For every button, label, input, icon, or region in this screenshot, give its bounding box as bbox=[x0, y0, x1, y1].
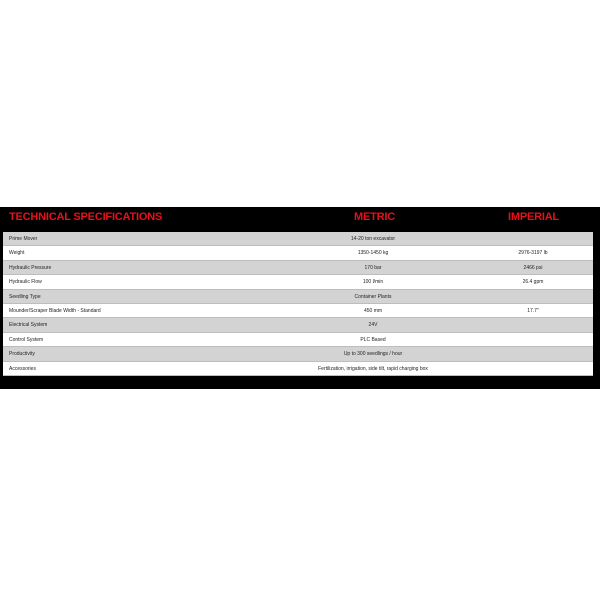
row-label: Prime Mover bbox=[9, 236, 38, 242]
table-row bbox=[3, 261, 593, 275]
spec-table bbox=[3, 232, 593, 376]
row-metric-value: 24V bbox=[368, 322, 378, 329]
row-imperial-value: 2466 psi bbox=[523, 264, 543, 271]
row-imperial-value bbox=[433, 290, 600, 304]
row-imperial-value bbox=[433, 347, 600, 361]
row-label: Accessories bbox=[9, 365, 36, 372]
row-imperial-value: 2976-3197 lb bbox=[518, 250, 548, 257]
spec-title: TECHNICAL SPECIFICATIONS bbox=[9, 211, 163, 223]
table-row bbox=[3, 304, 593, 318]
table-row bbox=[3, 362, 593, 376]
row-label: Seedling Type bbox=[9, 293, 41, 300]
row-imperial-value bbox=[433, 318, 600, 332]
metric-column-heading: METRIC bbox=[354, 211, 395, 223]
row-label: Mounder/Scraper Blade Width - Standard bbox=[9, 307, 101, 314]
row-metric-value: 450 mm bbox=[363, 307, 383, 314]
table-row bbox=[3, 246, 593, 260]
row-label: Hydraulic Flow bbox=[9, 279, 42, 286]
table-row bbox=[3, 275, 593, 289]
row-imperial-value bbox=[433, 232, 600, 246]
row-metric-value: Fertilization, irrigation, side tilt, rapid charging box bbox=[318, 365, 428, 372]
row-imperial-value: 17.7" bbox=[527, 307, 539, 314]
row-metric-value: PLC Based bbox=[360, 336, 386, 343]
row-label: Productivity bbox=[9, 351, 35, 358]
row-metric-value: Container Plants bbox=[354, 293, 392, 300]
row-imperial-value bbox=[433, 362, 600, 376]
table-row bbox=[3, 318, 593, 332]
spec-panel bbox=[0, 207, 600, 389]
row-imperial-value: 26.4 gpm bbox=[522, 279, 544, 286]
row-metric-value: 1350-1450 kg bbox=[357, 250, 389, 257]
table-row bbox=[3, 232, 593, 246]
imperial-column-heading: IMPERIAL bbox=[508, 211, 559, 223]
row-imperial-value bbox=[433, 333, 600, 347]
table-row bbox=[3, 290, 593, 304]
row-metric-value: 100 l/min bbox=[362, 279, 384, 286]
table-row bbox=[3, 333, 593, 347]
spec-header bbox=[0, 207, 600, 231]
row-label: Control System bbox=[9, 336, 44, 343]
row-metric-value: 14-20 ton excavator bbox=[350, 236, 396, 242]
row-label: Electrical System bbox=[9, 322, 48, 329]
row-label: Weight bbox=[9, 250, 25, 257]
table-row bbox=[3, 347, 593, 361]
row-metric-value: 170 bar bbox=[364, 264, 382, 271]
row-label: Hydraulic Pressure bbox=[9, 264, 52, 271]
row-metric-value: Up to 300 seedlings / hour bbox=[343, 351, 403, 358]
